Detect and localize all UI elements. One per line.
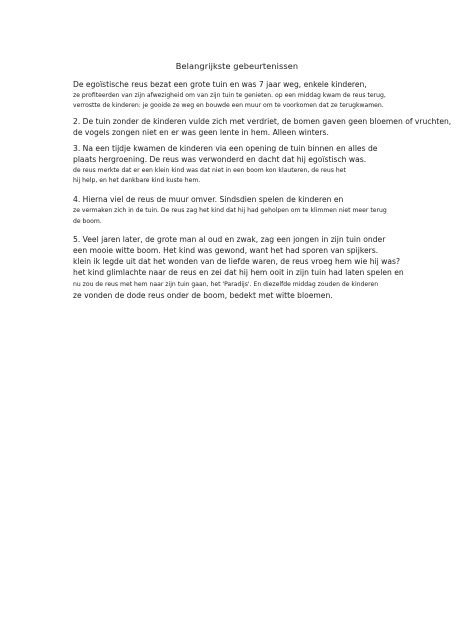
paragraph-1-line-1: De egoïstische reus bezat een grote tuin en was 7 jaar weg, enkele kinderen, [73, 80, 367, 89]
paragraph-5-line-1: 5. Veel jaren later, de grote man al oud en zwak, zag een jongen in zijn tuin onder [73, 235, 386, 244]
paragraph-5-line-2: een mooie witte boom. Het kind was gewond, want het had sporen van spijkers. [73, 246, 379, 255]
paragraph-3-line-2: plaats hergroening. De reus was verwonderd en dacht dat hij egoïstisch was. [73, 155, 367, 164]
paragraph-5-line-5: nu zou de reus met hem naar zijn tuin gaan, het 'Paradijs'. En diezelfde middag zouden de kinderen [73, 281, 379, 288]
paragraph-4-line-2: ze vermaken zich in de tuin. De reus zag het kind dat hij had geholpen om te klimmen niet meer terug [73, 207, 387, 214]
paragraph-4-line-1: 4. Hierna viel de reus de muur omver. Sindsdien spelen de kinderen en [73, 195, 344, 204]
paragraph-1-line-2: ze profiteerden van zijn afwezigheid om van zijn tuin te genieten. op een middag kwam de reus terug, [73, 92, 386, 99]
paragraph-3-line-3: de reus merkte dat er een klein kind was dat niet in een boom kon klauteren, de reus het [73, 167, 346, 174]
document-title: Belangrijkste gebeurtenissen [175, 61, 299, 71]
paragraph-5-line-3: klein ik legde uit dat het wonden van de liefde waren, de reus vroeg hem wie hij was? [73, 257, 400, 266]
paragraph-5-line-4: het kind glimlachte naar de reus en zei dat hij hem ooit in zijn tuin had laten spelen en [73, 268, 404, 277]
paragraph-3-line-4: hij help, en het dankbare kind kuste hem. [73, 177, 201, 184]
paragraph-2-line-2: de vogels zongen niet en er was geen lente in hem. Alleen winters. [73, 128, 329, 137]
paragraph-5-line-6: ze vonden de dode reus onder de boom, bedekt met witte bloemen. [73, 291, 333, 300]
paragraph-3-line-1: 3. Na een tijdje kwamen de kinderen via een opening de tuin binnen en alles de [73, 144, 378, 153]
paragraph-4-line-3: de boom. [73, 218, 102, 225]
paragraph-1-line-3: verrostte de kinderen: je gooide ze weg en bouwde een muur om te voorkomen dat ze terugkwamen. [73, 102, 384, 109]
paragraph-2-line-1: 2. De tuin zonder de kinderen vulde zich met verdriet, de bomen gaven geen bloemen of vruchten, [73, 117, 452, 126]
